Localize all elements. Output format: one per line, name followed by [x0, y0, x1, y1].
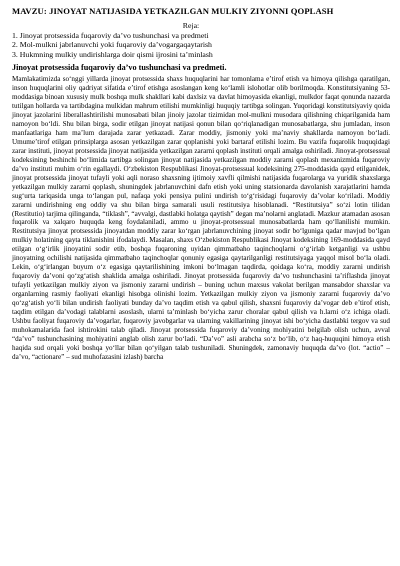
document-title: MAVZU: JINOYAT NATIJASIDA YETKAZILGAN MULKIY ZIYONNI QOPLASH — [12, 6, 334, 16]
plan-list — [12, 31, 390, 59]
body-paragraph: Mamlakatimizda so‘nggi yillarda jinoyat protsessida shaxs huquqlarini har tomonlama e’tirof etish va himoya qilishga qaratilgan, inson huquqlarini oliy qadriyat sifatida e’tirof etishga asoslangan keng ko‘lamli islohotlar olib borilmoqda. Konstitutsiyaning 53-moddasiga binoan xususiy mulk boshqa mulk shakllari kabi daxlsiz va davlat himoyasida ekanligi, mulkdor faqat qonunda nazarda tutilgan hollarda va tartibdagina mulkidan mahrum etilishi mumkinligi huquqiy tartibga solingan. Yuqoridagi konstitutsiyaviy qoida jinoyat jazolarini liberallashtirilishi munosabati bilan jinoiy jazolar tizimidan mol-mulkni musodara qilishning chiqarilganida ham namoyon bo‘ldi. Shu bilan birga, sodir etilgan jinoyat natijasi qonun bilan qo‘riqlanadigan munosabatlarga, shu jumladan, inson manfaatlariga ham ma’lum darajada zarar yetkazadi. Zarar moddiy, jismoniy yoki ma’naviy shakllarda namoyon bo‘ladi. Umume’tirof etilgan prinsiplarga asosan yetkazilgan zarar qoplanishi yoki bartaraf etilishi lozim. Bu vazifa fuqarolik huquqidagi zarar instituti, jinoyat protsessida jinoyat natijasida yetkazilgan zararni qoplash instituti orqali amalga oshiriladi. Jinoyat-protsessual kodeksining beshinchi bo‘limida tartibga solingan jinoyat natijasida yetkazilgan moddiy zararni qoplash mexanizmida fuqaroviy da’vo instituti muhim o‘rin egallaydi. O‘zbekiston Respublikasi Jinoyat-protsessual kodeksining 275-moddasida qayd etilganidek, jinoyat protsessida jinoyat tufayli yoki aqli noraso shaxsning ijtimoiy xavfli qilmishi natijasida fuqarolarga va yuridik shaxslarga yetkazilgan mulkiy zararni qoplash, shuningdek jabrlanuvchini dafn etish yoki uning statsionarda davolanish xarajatlarini hamda sug‘urta tariqasida unga to‘langan pul, nafaqa yoki pensiya pulini undirish to‘g‘risidagi fuqaroviy da’volar ko‘riladi. Moddiy zararni undirishning eng oddiy va shu bilan birga samarali usuli restitutsiya hisoblanadi. “Restitutsiya” so‘zi lotin tilidan (Restitutio) tarjima qilinganda, “tiklash”, “avvalgi, dastlabki holatga qaytish” degan ma’nolarni anglatadi. Mazkur atamadan asosan fuqarolik va xalqaro huquqda keng foydalaniladi, ammo u jinoyat-protsessual munosabatlarda ham qo‘llanilishi mumkin. Restitutsiya jinoyat protsessida jinoyatdan moddiy zarar ko‘rgan jabrlanuvchining jinoyat sodir bo‘lguniga qadar mavjud bo‘lgan mulkiy holatining qayta tiklanishini ifodalaydi. Masalan, shaxs O‘zbekiston Respublikasi Jinoyat kodeksining 169-moddasida qayd etilgan o‘g‘irlik jinoyatini sodir etib, boshqa fuqaroning uyidan qimmatbaho taqinchoqlarni o‘g‘irlab ketganligi va ushbu jinoyatning ochilishi natijasida qimmatbaho taqinchoqlar qonuniy egasiga qaytarilganligi restitutsiyaga yaqqol misol bo‘la oladi. Lekin, o‘g‘irlangan buyum o‘z egasiga qaytarilishining imkoni bo‘lmagan taqdirda, qoidaga ko‘ra, moddiy zararni undirish fuqaroviy da’voni qo‘zg‘atish shaklida amalga oshiriladi. Jinoyat protsessida fuqaroviy da’vo tushunchasini ta’riflashda jinoyat tufayli yetkazilgan mulkiy ziyon va jismoniy zararni undirish – buning uchun maxsus vakolat berilgan mansabdor shaxslar va organlarning rasmiy faoliyati ekanligi hisobga olinishi lozim. Yetkazilgan mulkiy ziyon va jismoniy zararni fuqaroviy da’vo qo‘zg‘atish yo‘li bilan undirish faoliyati bunday da’vo taqdim etish va qabul qilish, shaxsni fuqaroviy da’vogar deb e’tirof etish, taqdim etilgan da’vodagi talablarni asoslash, ularni ta’minlash bo‘yicha zarur choralar qabul qilish va h.larni o‘z ichiga oladi. Ushbu faoliyat fuqaroviy da’vogarlar, fuqaroviy javobgarlar va ularning vakillarining jinoyat ishi bo‘yicha dastlabki tergov va sud muhokamalarida faol ishtirokini talab qiladi. Jinoyat protsessida fuqaroviy da’voning mohiyatini belgilab olish uchun, avval “da’vo” tushunchasining mohiyatini anglab olish zarur bo‘ladi. “Da’vo” asli arabcha so‘z bo‘lib, o‘z haq-huquqini himoya etish haqida sud orqali yoki boshqa yo‘llar bilan qo‘yilgan talab tushuniladi. Shuningdek, zamonaviy huquqda da’vo (lot. “actio” – da’vo, “actionare” – sud muhofazasini izlash) barcha — [12, 75, 390, 361]
plan-item: 1. Jinoyat protsessida fuqaroviy da’vo tushunchasi va predmeti — [12, 31, 209, 40]
plan-item: 3. Hukmning mulkiy undirishlarga doir qismi ijrosini ta’minlash — [12, 49, 213, 59]
section-heading: Jinoyat protsessida fuqaroviy da’vo tushunchasi va predmeti. — [12, 63, 227, 73]
plan-item: 2. Mol-mulkni jabrlanuvchi yoki fuqaroviy da’vogargaqaytarish — [12, 40, 212, 50]
plan-label: Reja: — [182, 21, 200, 30]
